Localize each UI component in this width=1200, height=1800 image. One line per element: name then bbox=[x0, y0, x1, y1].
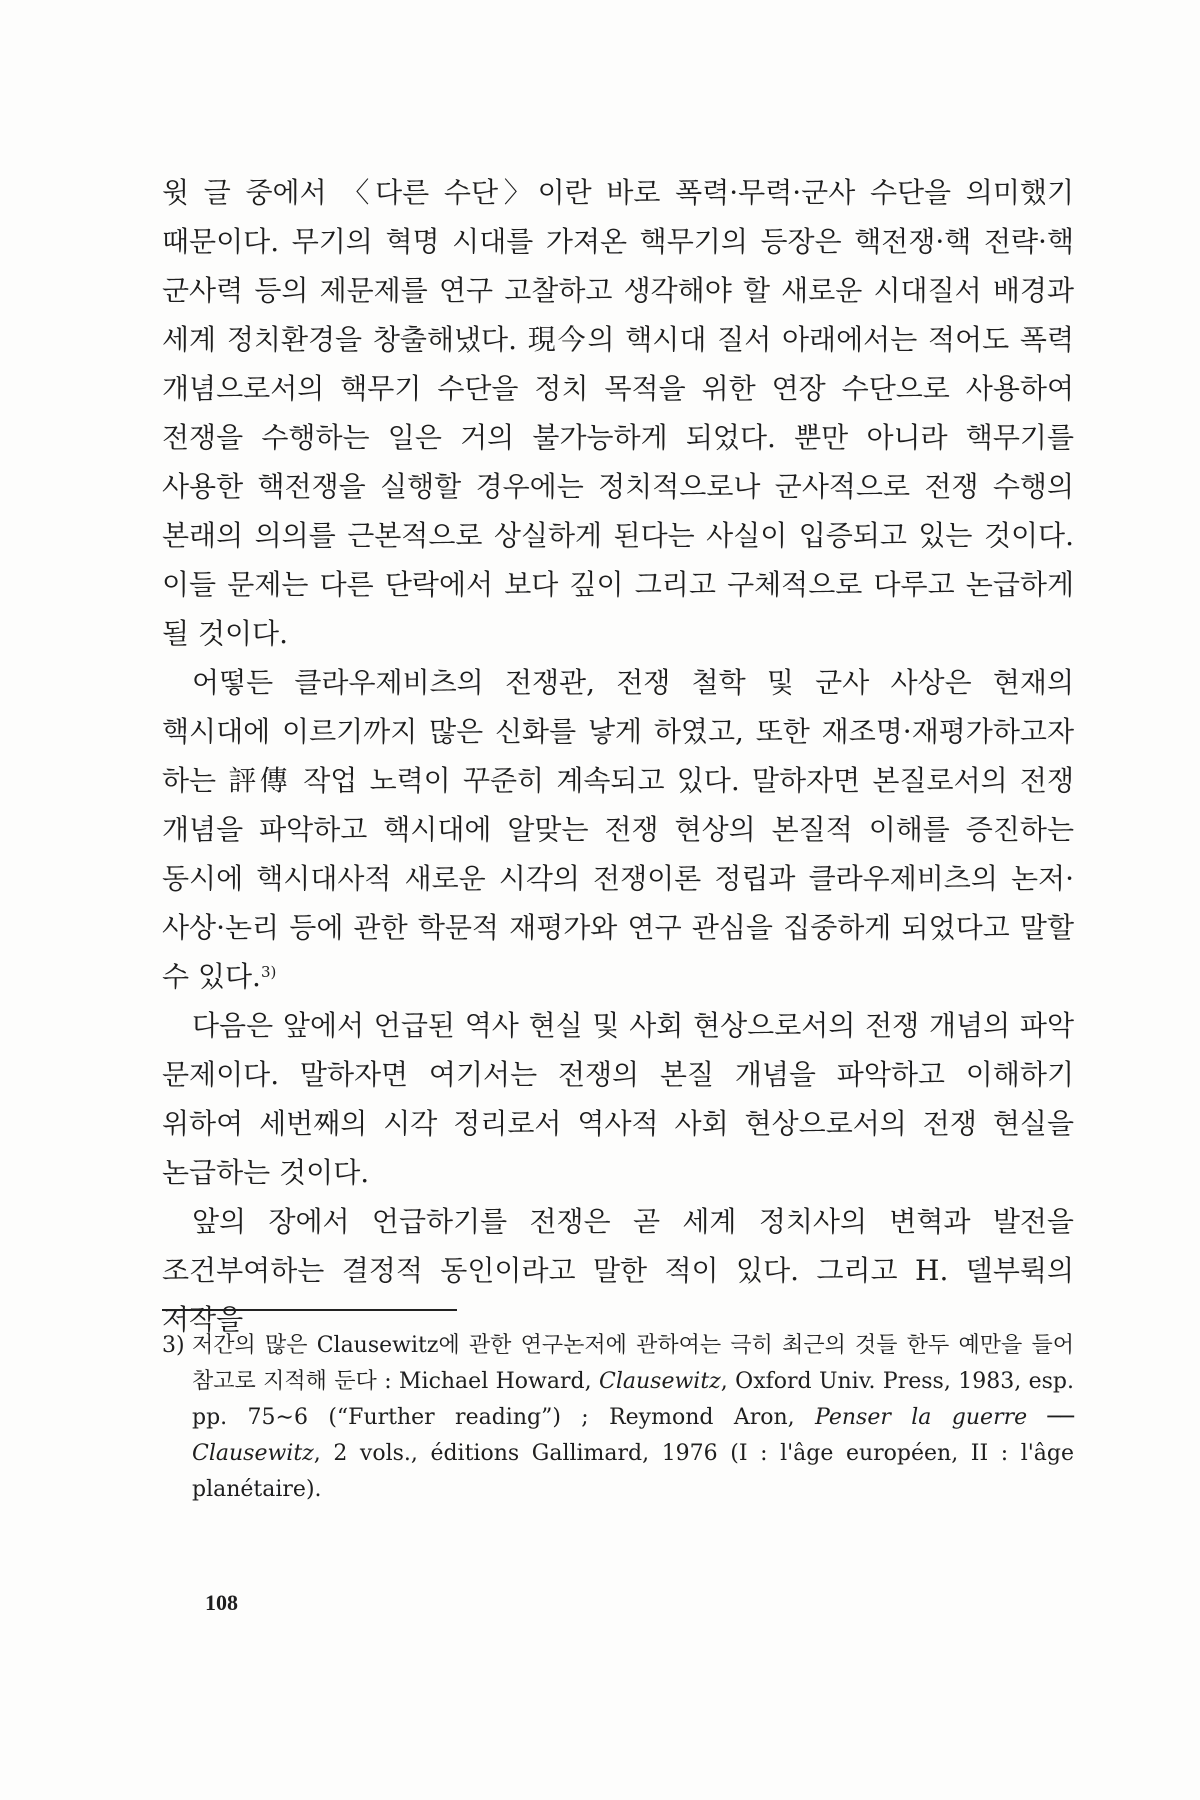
paragraph-3-text: 다음은 앞에서 언급된 역사 현실 및 사회 현상으로서의 전쟁 개념의 파악 문제이다. 말하자면 여기서는 전쟁의 본질 개념을 파악하고 이해하기 위하여 세번째의 시각 정리로서 역사적 사회 현상으로서의 전쟁 현실을 논급하는 것이다. bbox=[162, 1009, 1074, 1189]
paragraph-4-text: 앞의 장에서 언급하기를 전쟁은 곧 세계 정치사의 변혁과 발전을 조건부여하는 결정적 동인이라고 말한 적이 있다. 그리고 H. 델부뤽의 저작을 bbox=[162, 1205, 1074, 1336]
body-text bbox=[162, 168, 1074, 1344]
footnote-marker: 3) bbox=[162, 1333, 185, 1358]
page-number: 108 bbox=[205, 1590, 238, 1615]
footnote-title-clausewitz: Clausewitz bbox=[599, 1369, 721, 1394]
footnote-reference[interactable]: 3) bbox=[260, 963, 277, 981]
footnote-title-penser-la-guerre: Penser la guerre ── Clausewitz bbox=[192, 1405, 1074, 1466]
footnote-text bbox=[192, 1328, 1074, 1508]
paragraph-2-text: 어떻든 클라우제비츠의 전쟁관, 전쟁 철학 및 군사 사상은 현재의 핵시대에 이르기까지 많은 신화를 낳게 하였고, 또한 재조명·재평가하고자 하는 評傳 작업 노력이 꾸준히 계속되고 있다. 말하자면 본질로서의 전쟁 개념을 파악하고 핵시대에 알맞는 전쟁 현상의 본질적 이해를 증진하는 동시에 핵시대사적 새로운 시각의 전쟁이론 정립과 클라우제비츠의 논저·사상·논리 등에 관한 학문적 재평가와 연구 관심을 집중하게 되었다고 말할 수 있다. bbox=[162, 666, 1074, 993]
paragraph-1-text: 윗 글 중에서 〈다른 수단〉이란 바로 폭력·무력·군사 수단을 의미했기 때문이다. 무기의 혁명 시대를 가져온 핵무기의 등장은 핵전쟁·핵 전략·핵 군사력 등의 제문제를 연구 고찰하고 생각해야 할 새로운 시대질서 배경과 세계 정치환경을 창출해냈다. 現今의 핵시대 질서 아래에서는 적어도 폭력 개념으로서의 핵무기 수단을 정치 목적을 위한 연장 수단으로 사용하여 전쟁을 수행하는 일은 거의 불가능하게 되었다. 뿐만 아니라 핵무기를 사용한 핵전쟁을 실행할 경우에는 정치적으로나 군사적으로 전쟁 수행의 본래의 의의를 근본적으로 상실하게 된다는 사실이 입증되고 있는 것이다. 이들 문제는 다른 단락에서 보다 깊이 그리고 구체적으로 다루고 논급하게 될 것이다. bbox=[162, 176, 1075, 650]
footnote-text-part2: , Oxford Univ. Press, 1983, esp. pp. 75∼6 (“Further reading”) ; Reymond Aron, bbox=[192, 1369, 1074, 1430]
footnote-divider bbox=[162, 1309, 457, 1311]
footnote-text-part1: 저간의 많은 Clausewitz에 관한 연구논저에 관하여는 극히 최근의 것들 한두 예만을 들어 참고로 지적해 둔다 : Michael Howard, bbox=[192, 1333, 1074, 1394]
paragraph-2 bbox=[162, 658, 1074, 1001]
footnote-3 bbox=[162, 1328, 1074, 1508]
paragraph-3 bbox=[162, 1001, 1074, 1197]
paragraph-4 bbox=[162, 1197, 1074, 1344]
footnote-text-part3: , 2 vols., éditions Gallimard, 1976 (I : l'âge européen, II : l'âge planétaire). bbox=[192, 1441, 1074, 1502]
paragraph-1 bbox=[162, 168, 1074, 658]
